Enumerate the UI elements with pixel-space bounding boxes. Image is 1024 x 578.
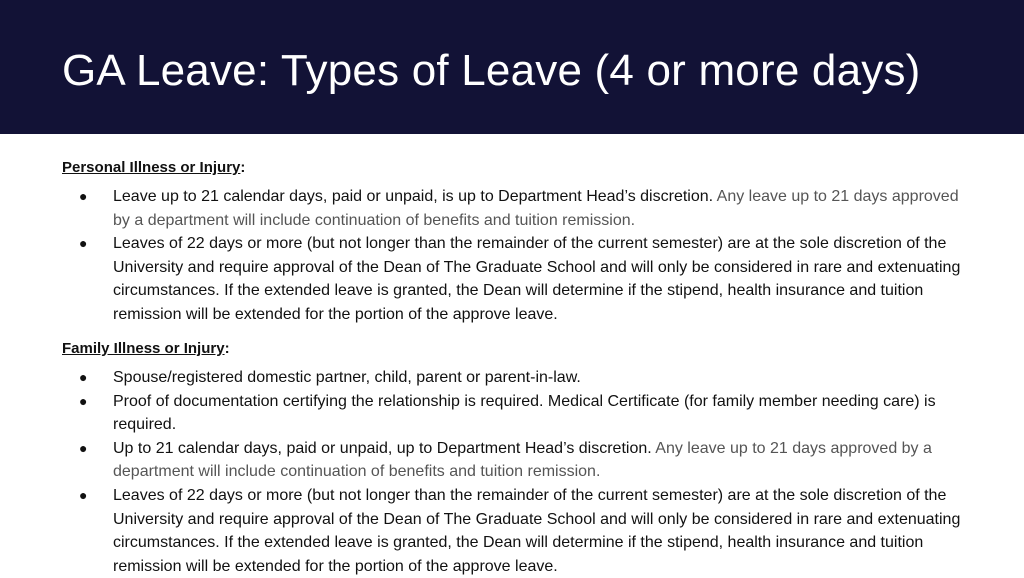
section-heading-personal: [62, 159, 245, 177]
list-item: [0, 437, 963, 484]
bullet-muted-text: Any leave up to 21 days approved by a department will include continuation of benefits and tuition remission.: [113, 439, 932, 481]
bullet-muted-text: Any leave up to 21 days approved by a department will include continuation of benefits and tuition remission.: [113, 188, 959, 229]
bullet-text: Up to 21 calendar days, paid or unpaid, up to Department Head’s discretion.: [113, 439, 652, 457]
list-item: [0, 484, 963, 578]
bullet-dot-icon: ●: [79, 392, 88, 409]
bullet-text: Spouse/registered domestic partner, child, parent or parent-in-law.: [113, 369, 581, 386]
title-banner: [0, 0, 1024, 134]
bullet-dot-icon: ●: [79, 235, 88, 252]
list-item: [0, 390, 963, 437]
section-heading-family-text: Family Illness or Injury: [62, 340, 225, 357]
bullet-text: Proof of documentation certifying the relationship is required. Medical Certificate (for family member needing care) is required.: [113, 392, 936, 434]
personal-illness-list: [0, 185, 1024, 327]
list-item: [0, 366, 963, 390]
family-illness-list: [0, 366, 1024, 578]
section-heading-personal-colon: :: [240, 159, 246, 176]
bullet-dot-icon: ●: [79, 486, 88, 503]
section-heading-personal-text: Personal Illness or Injury: [62, 159, 241, 176]
bullet-text: Leaves of 22 days or more (but not longer than the remainder of the current semester) are at the sole discretion of the University and require approval of the Dean of The Graduate School and will only be considered in rare and extenuating circumstances. If the extended leave is granted, the Dean will determine if the stipend, health insurance and tuition remission will be extended for the portion of the approve leave.: [113, 235, 961, 323]
list-item: [0, 232, 963, 326]
section-heading-family-colon: :: [224, 340, 230, 357]
bullet-dot-icon: ●: [79, 439, 88, 456]
bullet-dot-icon: ●: [79, 369, 88, 385]
bullet-text: Leaves of 22 days or more (but not longer than the remainder of the current semester) are at the sole discretion of the University and require approval of the Dean of The Graduate School and will only be considered in rare and extenuating circumstances. If the extended leave is granted, the Dean will determine if the stipend, health insurance and tuition remission will be extended for the portion of the approve leave.: [113, 486, 961, 575]
list-item: [0, 185, 963, 232]
slide-title: GA Leave: Types of Leave (4 or more days): [62, 46, 921, 95]
bullet-text: Leave up to 21 calendar days, paid or unpaid, is up to Department Head’s discretion.: [113, 188, 714, 205]
bullet-dot-icon: ●: [79, 188, 88, 204]
section-heading-family: [62, 340, 230, 358]
